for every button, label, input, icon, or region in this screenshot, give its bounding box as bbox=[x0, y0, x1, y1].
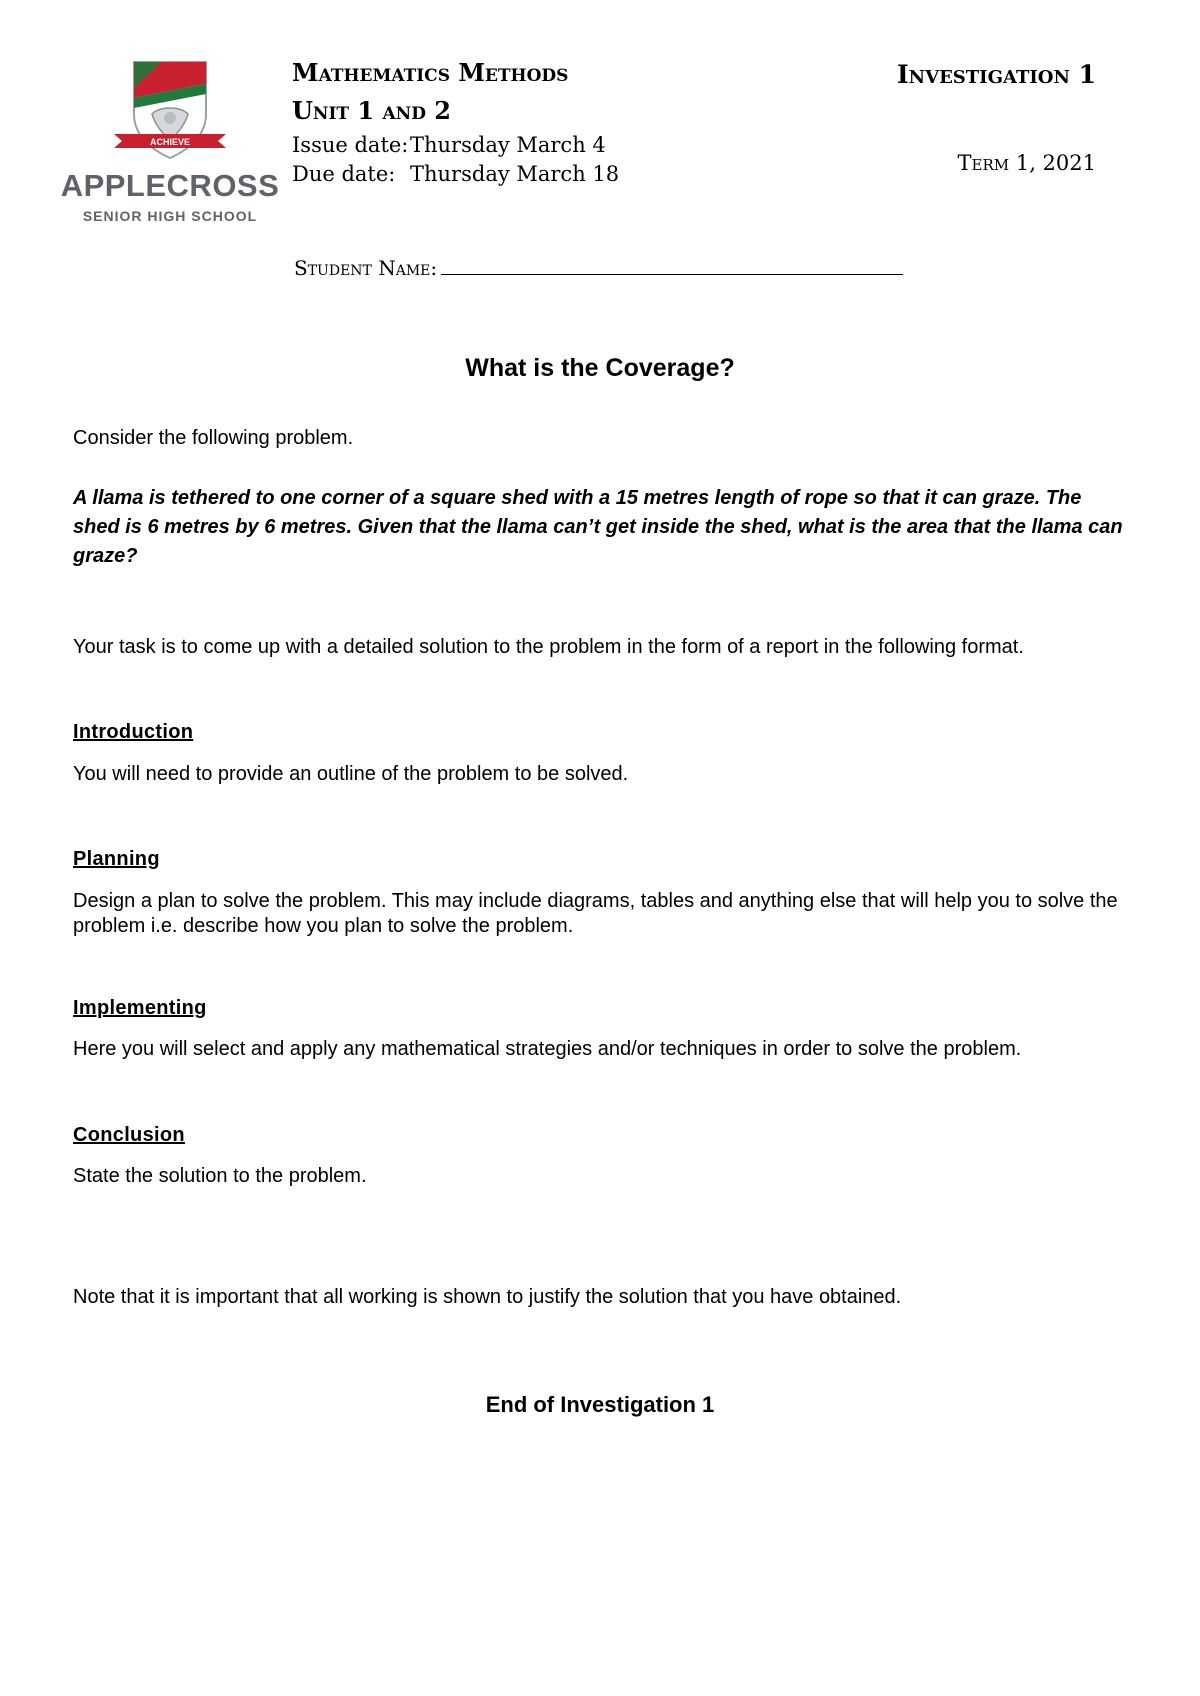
issue-date-row bbox=[292, 133, 606, 157]
section-heading-conclusion: Conclusion bbox=[73, 1124, 185, 1146]
end-of-investigation: End of Investigation 1 bbox=[485, 1392, 715, 1417]
investigation-title: Investigation 1 bbox=[896, 60, 1096, 89]
school-subtitle: SENIOR HIGH SCHOOL bbox=[82, 208, 258, 224]
intro-text: Consider the following problem. bbox=[73, 427, 354, 449]
section-text-introduction: You will need to provide an outline of the problem to be solved. bbox=[73, 763, 629, 785]
section-text-implementing: Here you will select and apply any mathematical strategies and/or techniques in order to solve the problem. bbox=[73, 1038, 1022, 1060]
section-heading-implementing: Implementing bbox=[73, 997, 207, 1019]
issue-date-value: Thursday March 4 bbox=[410, 133, 606, 157]
issue-date-label: Issue date: bbox=[292, 133, 409, 157]
due-date-value: Thursday March 18 bbox=[410, 162, 620, 186]
term-label: Term 1, 2021 bbox=[957, 151, 1096, 175]
student-name-label: Student Name: bbox=[294, 256, 438, 280]
school-name: APPLECROSS bbox=[60, 168, 280, 203]
section-heading-planning: Planning bbox=[73, 848, 160, 870]
section-text-conclusion: State the solution to the problem. bbox=[73, 1165, 367, 1187]
problem-statement: A llama is tethered to one corner of a square shed with a 15 metres length of rope so that it can graze. The shed is 6 metres by 6 metres. Given that the llama can’t get inside the shed, what is the area that the llama can graze? bbox=[73, 487, 1123, 567]
task-text: Your task is to come up with a detailed solution to the problem in the form of a report in the following format. bbox=[73, 636, 1024, 658]
student-name-row bbox=[294, 254, 903, 280]
due-date-label: Due date: bbox=[292, 162, 396, 186]
course-title: Mathematics Methods bbox=[292, 58, 569, 87]
school-logo bbox=[60, 58, 280, 233]
note-text: Note that it is important that all working is shown to justify the solution that you have obtained. bbox=[73, 1286, 902, 1308]
section-text-planning: Design a plan to solve the problem. This may include diagrams, tables and anything else that will help you to solve the problem i.e. describe how you plan to solve the problem. bbox=[73, 890, 1118, 937]
unit-title: Unit 1 and 2 bbox=[292, 96, 452, 125]
section-heading-introduction: Introduction bbox=[73, 721, 194, 743]
student-name-field[interactable] bbox=[441, 254, 903, 275]
achieve-banner bbox=[110, 126, 230, 156]
page-title: What is the Coverage? bbox=[465, 354, 735, 382]
banner-text: ACHIEVE bbox=[149, 137, 191, 147]
due-date-row bbox=[292, 162, 619, 186]
